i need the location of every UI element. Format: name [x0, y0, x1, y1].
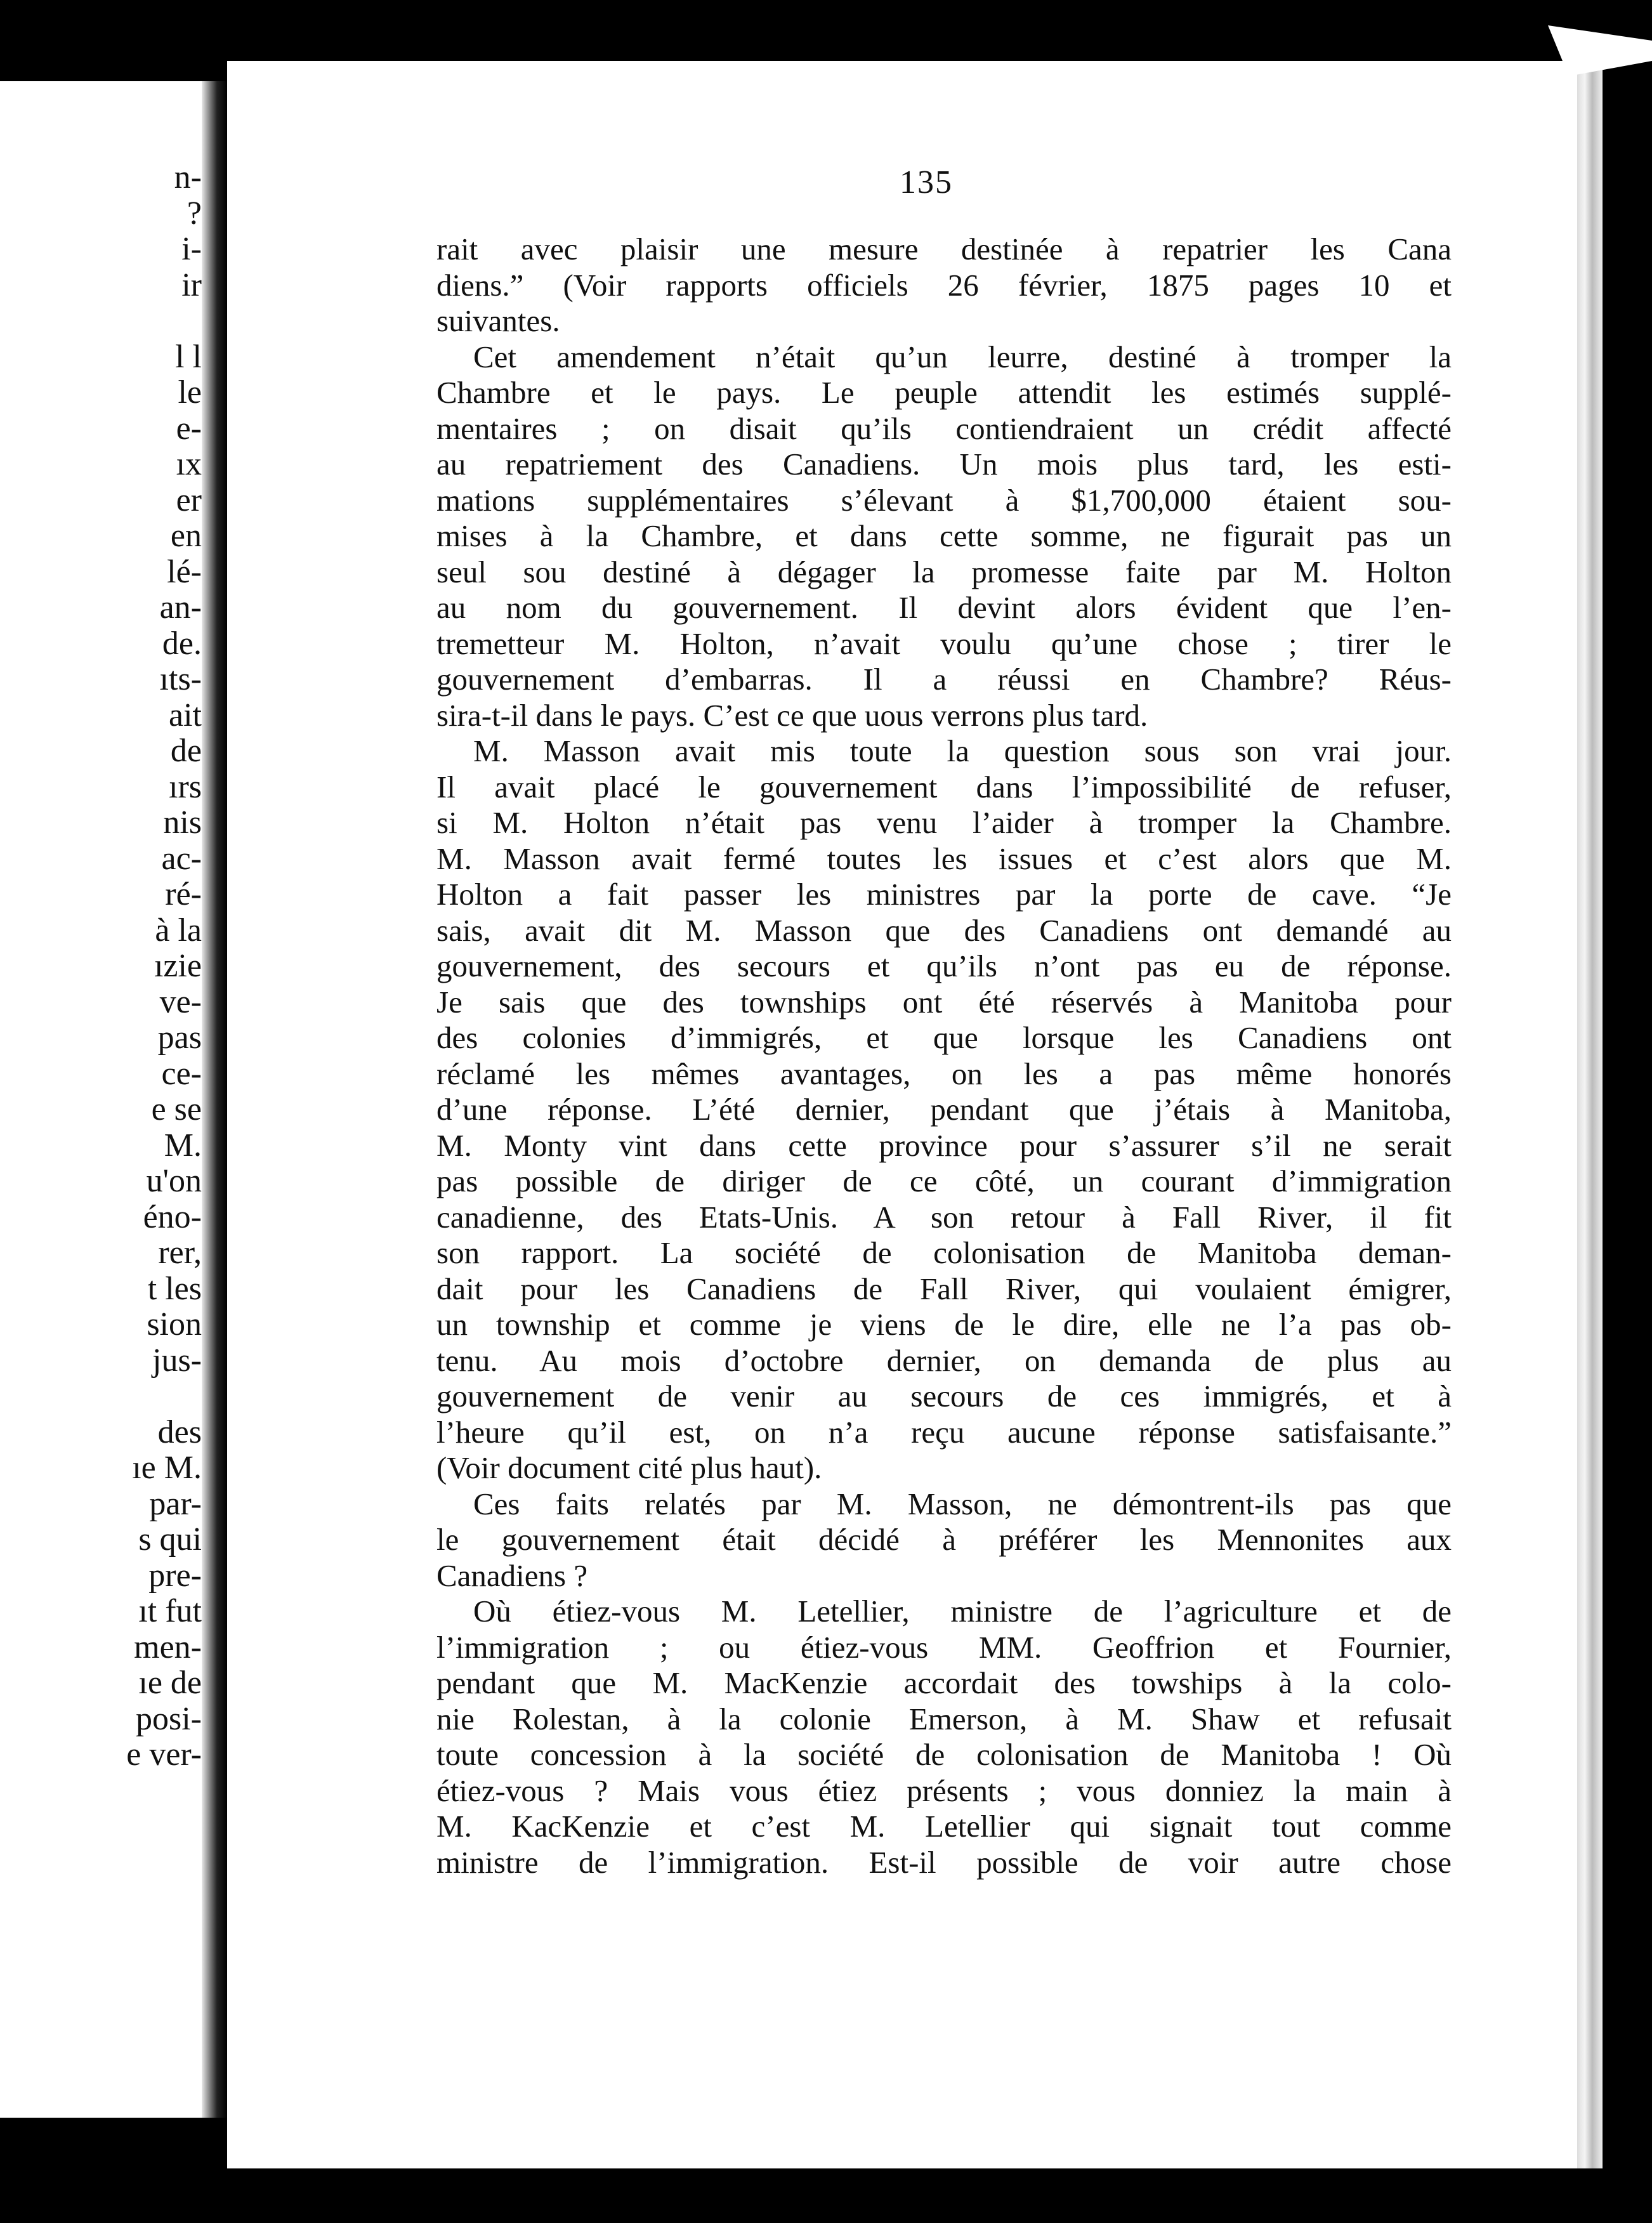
text-line: M. Monty vint dans cette province pour s’assurer s’il ne serait [436, 1127, 1452, 1163]
left-text-fragment: de. [162, 625, 202, 662]
text-line: Il avait placé le gouvernement dans l’impossibilité de refuser, [436, 769, 1452, 804]
text-line: M. KacKenzie et c’est M. Letellier qui signait tout comme [436, 1809, 1452, 1844]
left-text-fragment: ac- [161, 840, 202, 877]
left-text-fragment: sion [147, 1306, 202, 1342]
left-text-fragment: i- [181, 231, 202, 267]
text-line: si M. Holton n’était pas venu l’aider à tromper la Chambre. [436, 805, 1452, 840]
text-line: l’immigration ; ou étiez-vous MM. Geoffrion et Fournier, [436, 1629, 1452, 1665]
left-text-fragment: de [170, 733, 202, 769]
left-text-fragment: des [157, 1413, 202, 1450]
text-line: le gouvernement était décidé à préférer les Mennonites aux [436, 1522, 1452, 1557]
text-line: son rapport. La société de colonisation de Manitoba deman- [436, 1235, 1452, 1270]
text-line: étiez-vous ? Mais vous étiez présents ; vous donniez la main à [436, 1773, 1452, 1808]
text-line: gouvernement de venir au secours de ces immigrés, et à [436, 1379, 1452, 1413]
text-line: Holton a fait passer les ministres par la porte de cave. “Je [436, 877, 1452, 912]
left-text-fragment: ré- [165, 876, 202, 912]
left-text-fragment: e ver- [126, 1736, 202, 1773]
page-body-text [436, 232, 1452, 1880]
text-line: au nom du gouvernement. Il devint alors évident que l’en- [436, 590, 1452, 625]
left-text-fragment: n- [174, 159, 202, 195]
left-text-fragment: ıt fut [138, 1593, 202, 1629]
left-text-fragment: en [170, 518, 202, 554]
text-line: seul sou destiné à dégager la promesse faite par M. Holton [436, 554, 1452, 589]
left-text-fragment: ırs [169, 768, 202, 805]
left-text-fragment: ıts- [159, 661, 202, 697]
left-text-fragment: éno- [143, 1198, 202, 1235]
text-line: sira-t-il dans le pays. C’est ce que uous verrons plus tard. [436, 697, 1148, 733]
left-text-fragment: pas [157, 1020, 202, 1056]
left-text-fragment: t les [147, 1270, 202, 1307]
left-text-fragment: s qui [138, 1521, 202, 1557]
text-line: tenu. Au mois d’octobre dernier, on demanda de plus au [436, 1342, 1452, 1378]
left-text-fragment: à la [155, 912, 202, 948]
text-line: Cet amendement n’était qu’un leurre, destiné à tromper la [473, 339, 1452, 374]
left-text-fragment: ait [169, 697, 202, 733]
text-line: gouvernement, des secours et qu’ils n’ont pas eu de réponse. [436, 948, 1452, 983]
left-text-fragment: er [176, 482, 202, 518]
text-line: des colonies d’immigrés, et que lorsque les Canadiens ont [436, 1020, 1452, 1055]
text-line: l’heure qu’il est, on n’a reçu aucune réponse satisfaisante.” [436, 1414, 1452, 1450]
left-text-fragment: men- [134, 1629, 202, 1665]
text-line: Où étiez-vous M. Letellier, ministre de l’agriculture et de [473, 1594, 1452, 1629]
left-text-fragment: ızie [154, 948, 202, 984]
text-line: Chambre et le pays. Le peuple attendit les estimés supplé- [436, 375, 1452, 410]
left-text-fragment: rer, [158, 1235, 202, 1271]
left-text-fragment: e- [176, 410, 202, 447]
text-line: ministre de l’immigration. Est-il possible de voir autre chose [436, 1844, 1452, 1880]
text-line: Canadiens ? [436, 1557, 588, 1593]
text-line: dait pour les Canadiens de Fall River, qui voulaient émigrer, [436, 1271, 1452, 1306]
left-text-fragment: an- [159, 589, 202, 626]
page-edge [1577, 61, 1603, 2168]
left-text-fragment: ıe de [138, 1665, 202, 1701]
left-text-fragment: ıx [176, 446, 202, 482]
text-line: (Voir document cité plus haut). [436, 1450, 822, 1485]
left-text-fragment: le [178, 374, 202, 410]
text-line: M. Masson avait mis toute la question sous son vrai jour. [473, 733, 1452, 768]
left-text-fragment: l l [175, 338, 202, 375]
left-text-fragment: nis [163, 804, 202, 841]
left-text-fragment: ? [187, 195, 202, 232]
left-text-fragment: ve- [159, 983, 202, 1020]
text-line: au repatriement des Canadiens. Un mois plus tard, les esti- [436, 447, 1452, 482]
text-line: un township et comme je viens de le dire, elle ne l’a pas ob- [436, 1307, 1452, 1342]
text-line: mations supplémentaires s’élevant à $1,700,000 étaient sou- [436, 482, 1452, 518]
text-line: Je sais que des townships ont été réservés à Manitoba pour [436, 984, 1452, 1020]
left-text-fragment: pre- [148, 1557, 202, 1594]
left-text-fragment: ir [181, 266, 202, 303]
left-text-fragment: ıe M. [132, 1450, 202, 1486]
left-text-fragment: ce- [161, 1055, 202, 1092]
left-page [0, 81, 202, 2118]
text-line: pendant que M. MacKenzie accordait des towships à la colo- [436, 1665, 1452, 1700]
text-line: pas possible de diriger de ce côté, un courant d’immigration [436, 1164, 1452, 1198]
text-line: canadienne, des Etats-Unis. A son retour à Fall River, il fit [436, 1199, 1452, 1235]
left-text-fragment: par- [149, 1485, 202, 1522]
left-text-fragment: M. [164, 1127, 202, 1164]
page-number: 135 [900, 164, 953, 200]
text-line: mentaires ; on disait qu’ils contiendraient un crédit affecté [436, 410, 1452, 446]
left-text-fragment: jus- [152, 1342, 202, 1379]
left-page-text-fragments [0, 81, 202, 2118]
text-line: diens.” (Voir rapports officiels 26 février, 1875 pages 10 et [436, 267, 1452, 303]
text-line: sais, avait dit M. Masson que des Canadiens ont demandé au [436, 912, 1452, 948]
text-line: suivantes. [436, 303, 560, 338]
text-line: rait avec plaisir une mesure destinée à repatrier les Cana [436, 232, 1452, 266]
text-line: mises à la Chambre, et dans cette somme, ne figurait pas un [436, 518, 1452, 553]
text-line: tremetteur M. Holton, n’avait voulu qu’une chose ; tirer le [436, 626, 1452, 661]
text-line: toute concession à la société de colonisation de Manitoba ! Où [436, 1737, 1452, 1772]
left-text-fragment: e se [151, 1091, 202, 1127]
text-line: M. Masson avait fermé toutes les issues et c’est alors que M. [436, 841, 1452, 876]
left-text-fragment: lé- [167, 553, 202, 590]
text-line: réclamé les mêmes avantages, on les a pas même honorés [436, 1056, 1452, 1091]
left-text-fragment: u'on [146, 1163, 202, 1199]
text-line: d’une réponse. L’été dernier, pendant que j’étais à Manitoba, [436, 1092, 1452, 1127]
book-gutter [202, 81, 227, 2118]
text-line: Ces faits relatés par M. Masson, ne démontrent-ils pas que [473, 1486, 1452, 1521]
left-text-fragment: posi- [136, 1700, 202, 1737]
text-line: nie Rolestan, à la colonie Emerson, à M. Shaw et refusait [436, 1701, 1452, 1736]
text-line: gouvernement d’embarras. Il a réussi en Chambre? Réus- [436, 662, 1452, 697]
